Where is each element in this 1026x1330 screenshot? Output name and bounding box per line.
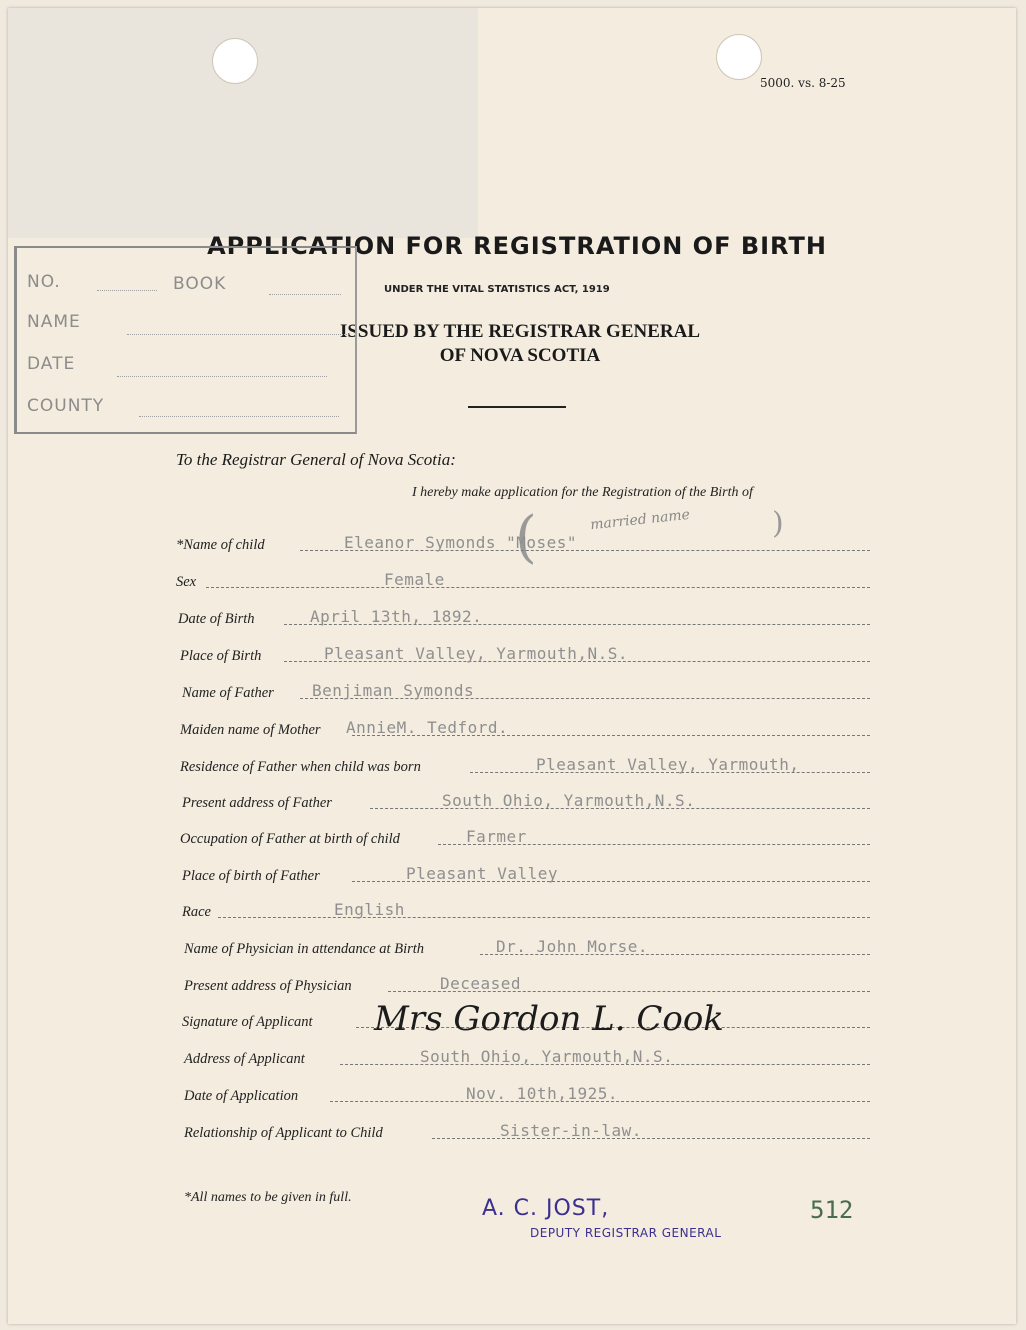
field-label: Date of Application [184, 1088, 299, 1104]
field-label: Residence of Father when child was born [180, 759, 421, 775]
field-value: Sister-in-law. [500, 1121, 642, 1140]
field-value: South Ohio, Yarmouth,N.S. [420, 1047, 674, 1066]
stamp-county: COUNTY [27, 396, 105, 416]
issued-line-1: ISSUED BY THE REGISTRAR GENERAL [339, 321, 701, 342]
field-value: Pleasant Valley, Yarmouth, [536, 755, 800, 774]
form-field-row [184, 1083, 870, 1105]
stamp-book: BOOK [173, 274, 227, 294]
field-label: Present address of Physician [184, 978, 352, 994]
form-field-row [184, 936, 870, 958]
field-value: Benjiman Symonds [312, 681, 475, 700]
registry-stamp [14, 246, 357, 434]
field-value: Nov. 10th,1925. [466, 1084, 618, 1103]
field-value: South Ohio, Yarmouth,N.S. [442, 791, 696, 810]
registrar-name-stamp: A. C. JOST, [482, 1196, 610, 1221]
registrar-title-stamp: DEPUTY REGISTRAR GENERAL [530, 1226, 722, 1240]
field-value: April 13th, 1892. [310, 607, 483, 626]
form-number: 5000. vs. 8-25 [760, 76, 846, 90]
punch-hole-left [212, 38, 258, 84]
field-label: Relationship of Applicant to Child [184, 1125, 383, 1141]
field-label: Place of birth of Father [182, 868, 320, 884]
salutation: To the Registrar General of Nova Scotia: [176, 450, 456, 469]
field-line [218, 917, 870, 918]
stamp-county-line [139, 416, 339, 417]
field-label: Signature of Applicant [182, 1014, 313, 1030]
field-value: Pleasant Valley, Yarmouth,N.S. [324, 644, 628, 663]
form-field-row [180, 754, 870, 776]
act-subtitle: UNDER THE VITAL STATISTICS ACT, 1919 [384, 284, 610, 295]
field-label: Occupation of Father at birth of child [180, 831, 400, 847]
form-field-row [182, 863, 870, 885]
field-label: Name of Father [182, 685, 274, 701]
form-field-row [182, 790, 870, 812]
field-line [432, 1138, 870, 1139]
form-field-row [182, 680, 870, 702]
field-label: Race [182, 904, 211, 920]
annotation-paren-right: ) [772, 506, 784, 541]
form-field-row [180, 717, 870, 739]
form-field-row [178, 606, 870, 628]
field-line [206, 587, 870, 588]
applicant-signature [372, 990, 752, 1050]
issued-line-2: OF NOVA SCOTIA [439, 345, 601, 366]
title-rule [468, 406, 566, 408]
punch-hole-right [716, 34, 762, 80]
field-label: Place of Birth [180, 648, 262, 664]
field-label: Sex [176, 574, 197, 590]
field-value: Pleasant Valley [406, 864, 558, 883]
issued-by [300, 320, 740, 368]
field-value: Eleanor Symonds "Moses" [344, 533, 578, 552]
married-name-annotation: married name [589, 506, 691, 534]
form-field-row [176, 532, 870, 554]
field-label: *Name of child [176, 537, 265, 553]
form-field-row [182, 899, 870, 921]
intro-text: I hereby make application for the Registration of the Birth of [412, 485, 753, 500]
annotation-paren-left: ( [515, 505, 537, 570]
field-value: AnnieM. Tedford. [346, 718, 509, 737]
stamp-book-line [269, 294, 341, 295]
stamp-date: DATE [27, 354, 76, 374]
field-label: Present address of Father [182, 795, 332, 811]
form-field-row [184, 1120, 870, 1142]
field-value: Female [384, 570, 445, 589]
form-field-row [176, 569, 870, 591]
stamp-date-line [117, 376, 327, 377]
stamp-name: NAME [27, 312, 81, 332]
field-label: Name of Physician in attendance at Birth [184, 941, 425, 957]
stamp-no: NO. [27, 272, 61, 292]
field-value: English [334, 900, 405, 919]
field-label: Date of Birth [178, 611, 255, 627]
stamp-no-line [97, 290, 157, 291]
form-field-row [180, 826, 870, 848]
field-value: Dr. John Morse. [496, 937, 648, 956]
stamp-name-line [127, 334, 347, 335]
field-value: Deceased [440, 974, 522, 993]
field-value: Farmer [466, 827, 527, 846]
record-number: 512 [810, 1196, 854, 1224]
field-label: Maiden name of Mother [180, 722, 321, 738]
signature-text: Mrs Gordon L. Cook [374, 999, 724, 1039]
form-title: APPLICATION FOR REGISTRATION OF BIRTH [207, 232, 827, 260]
form-field-row [180, 643, 870, 665]
footnote: *All names to be given in full. [184, 1190, 352, 1205]
field-label: Address of Applicant [184, 1051, 305, 1067]
